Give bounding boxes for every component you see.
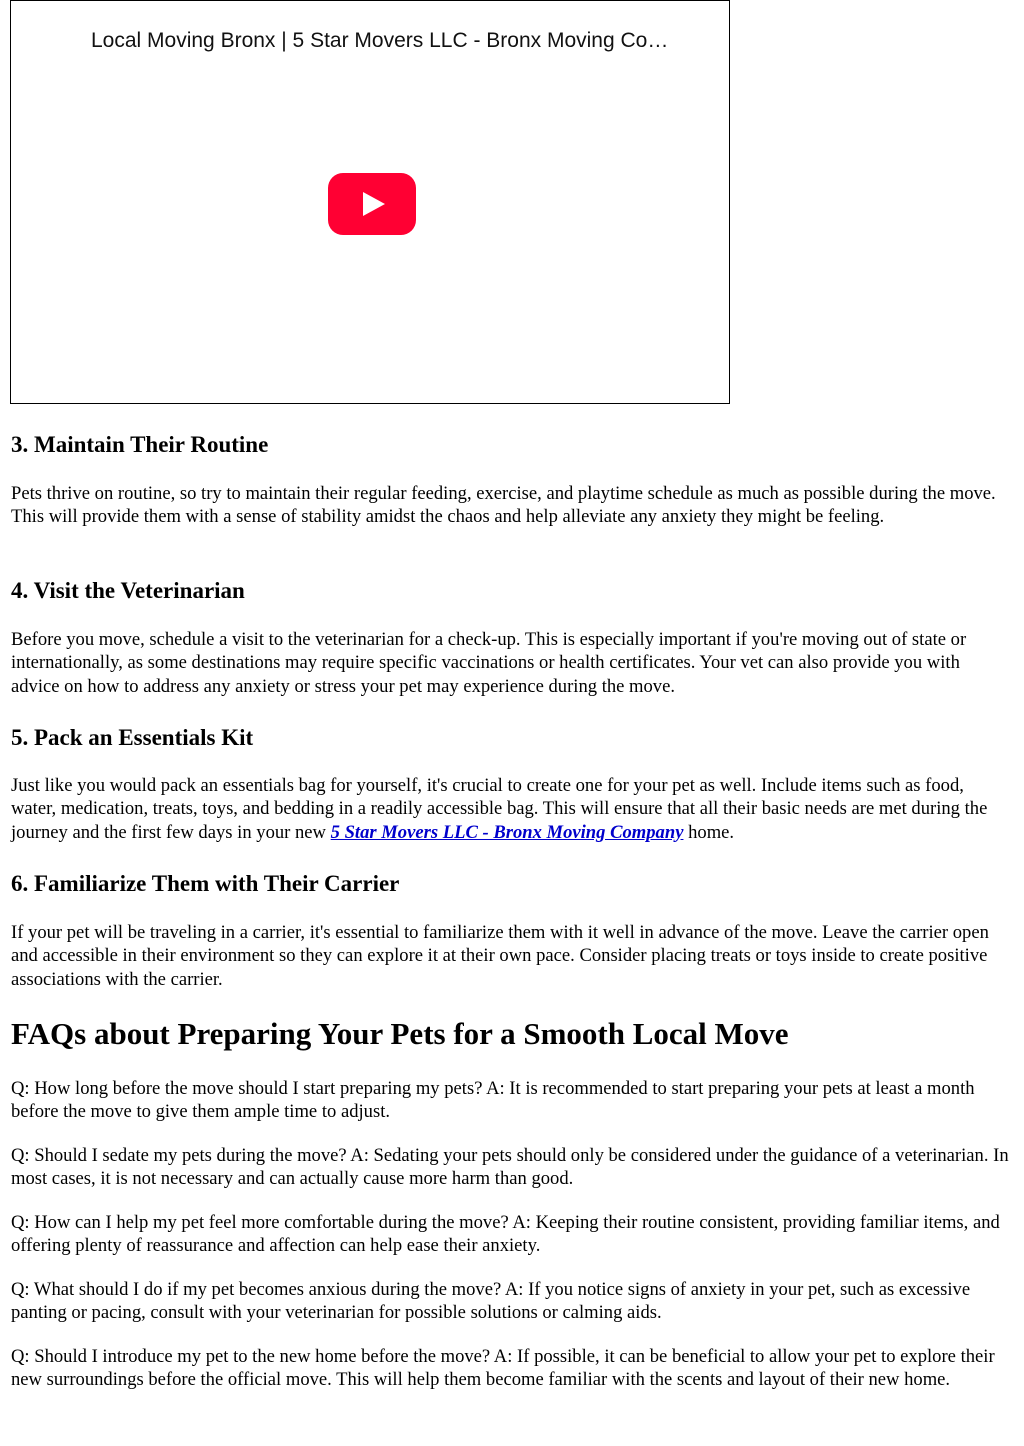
section-heading-essentials-kit: 5. Pack an Essentials Kit <box>11 725 254 750</box>
faq-item: Q: Should I introduce my pet to the new home before the move? A: If possible, it can be beneficial to allow your pet to explore their new surroundings before the official move. This will help them become familiar with the scents and layout of their new home. <box>11 1346 995 1391</box>
play-button[interactable] <box>328 173 416 235</box>
section-body-essentials-kit <box>11 774 1011 844</box>
company-link[interactable]: 5 Star Movers LLC - Bronx Moving Company <box>330 821 684 843</box>
video-title[interactable]: Local Moving Bronx | 5 Star Movers LLC - Bronx Moving Co… <box>91 29 669 52</box>
faq-item: Q: How can I help my pet feel more comfortable during the move? A: Keeping their routine consistent, providing familiar items, and offering plenty of reassurance and affection can help ease their anxiety. <box>11 1212 1000 1257</box>
faq-item: Q: How long before the move should I start preparing my pets? A: It is recommended to start preparing your pets at least a month before the move to give them ample time to adjust. <box>11 1078 975 1123</box>
section-heading-routine: 3. Maintain Their Routine <box>11 432 269 457</box>
section-body-routine: Pets thrive on routine, so try to maintain their regular feeding, exercise, and playtime schedule as much as possible during the move. This will provide them with a sense of stability amidst the chaos and help alleviate any anxiety they might be feeling. <box>11 483 996 528</box>
essentials-text-after-link: home. <box>683 821 735 843</box>
faq-heading: FAQs about Preparing Your Pets for a Smooth Local Move <box>11 1016 789 1051</box>
play-icon[interactable] <box>328 173 416 235</box>
faq-item: Q: Should I sedate my pets during the move? A: Sedating your pets should only be considered under the guidance of a veterinarian. In most cases, it is not necessary and can actually cause more harm than good. <box>11 1145 1009 1190</box>
section-heading-veterinarian: 4. Visit the Veterinarian <box>11 578 245 603</box>
essentials-text-before-link: Just like you would pack an essentials bag for yourself, it's crucial to create one for your pet as well. Include items such as food, water, medication, treats, toys, and bedding in a readily accessible bag. This will ensure that all their basic needs are met during the journey and the first few days in your new <box>11 775 988 843</box>
faq-item: Q: What should I do if my pet becomes anxious during the move? A: If you notice signs of anxiety in your pet, such as excessive panting or pacing, consult with your veterinarian for possible solutions or calming aids. <box>11 1279 971 1324</box>
section-body-carrier: If your pet will be traveling in a carrier, it's essential to familiarize them with it well in advance of the move. Leave the carrier open and accessible in their environment so they can explore it at their own pace. Consider placing treats or toys inside to create positive associations with the carrier. <box>11 922 989 990</box>
section-body-veterinarian: Before you move, schedule a visit to the veterinarian for a check-up. This is especially important if you're moving out of state or internationally, as some destinations may require specific vaccinations or health certificates. Your vet can also provide you with advice on how to address any anxiety or stress your pet may experience during the move. <box>11 629 967 697</box>
video-embed[interactable] <box>10 0 730 404</box>
section-heading-carrier: 6. Familiarize Them with Their Carrier <box>11 871 400 896</box>
